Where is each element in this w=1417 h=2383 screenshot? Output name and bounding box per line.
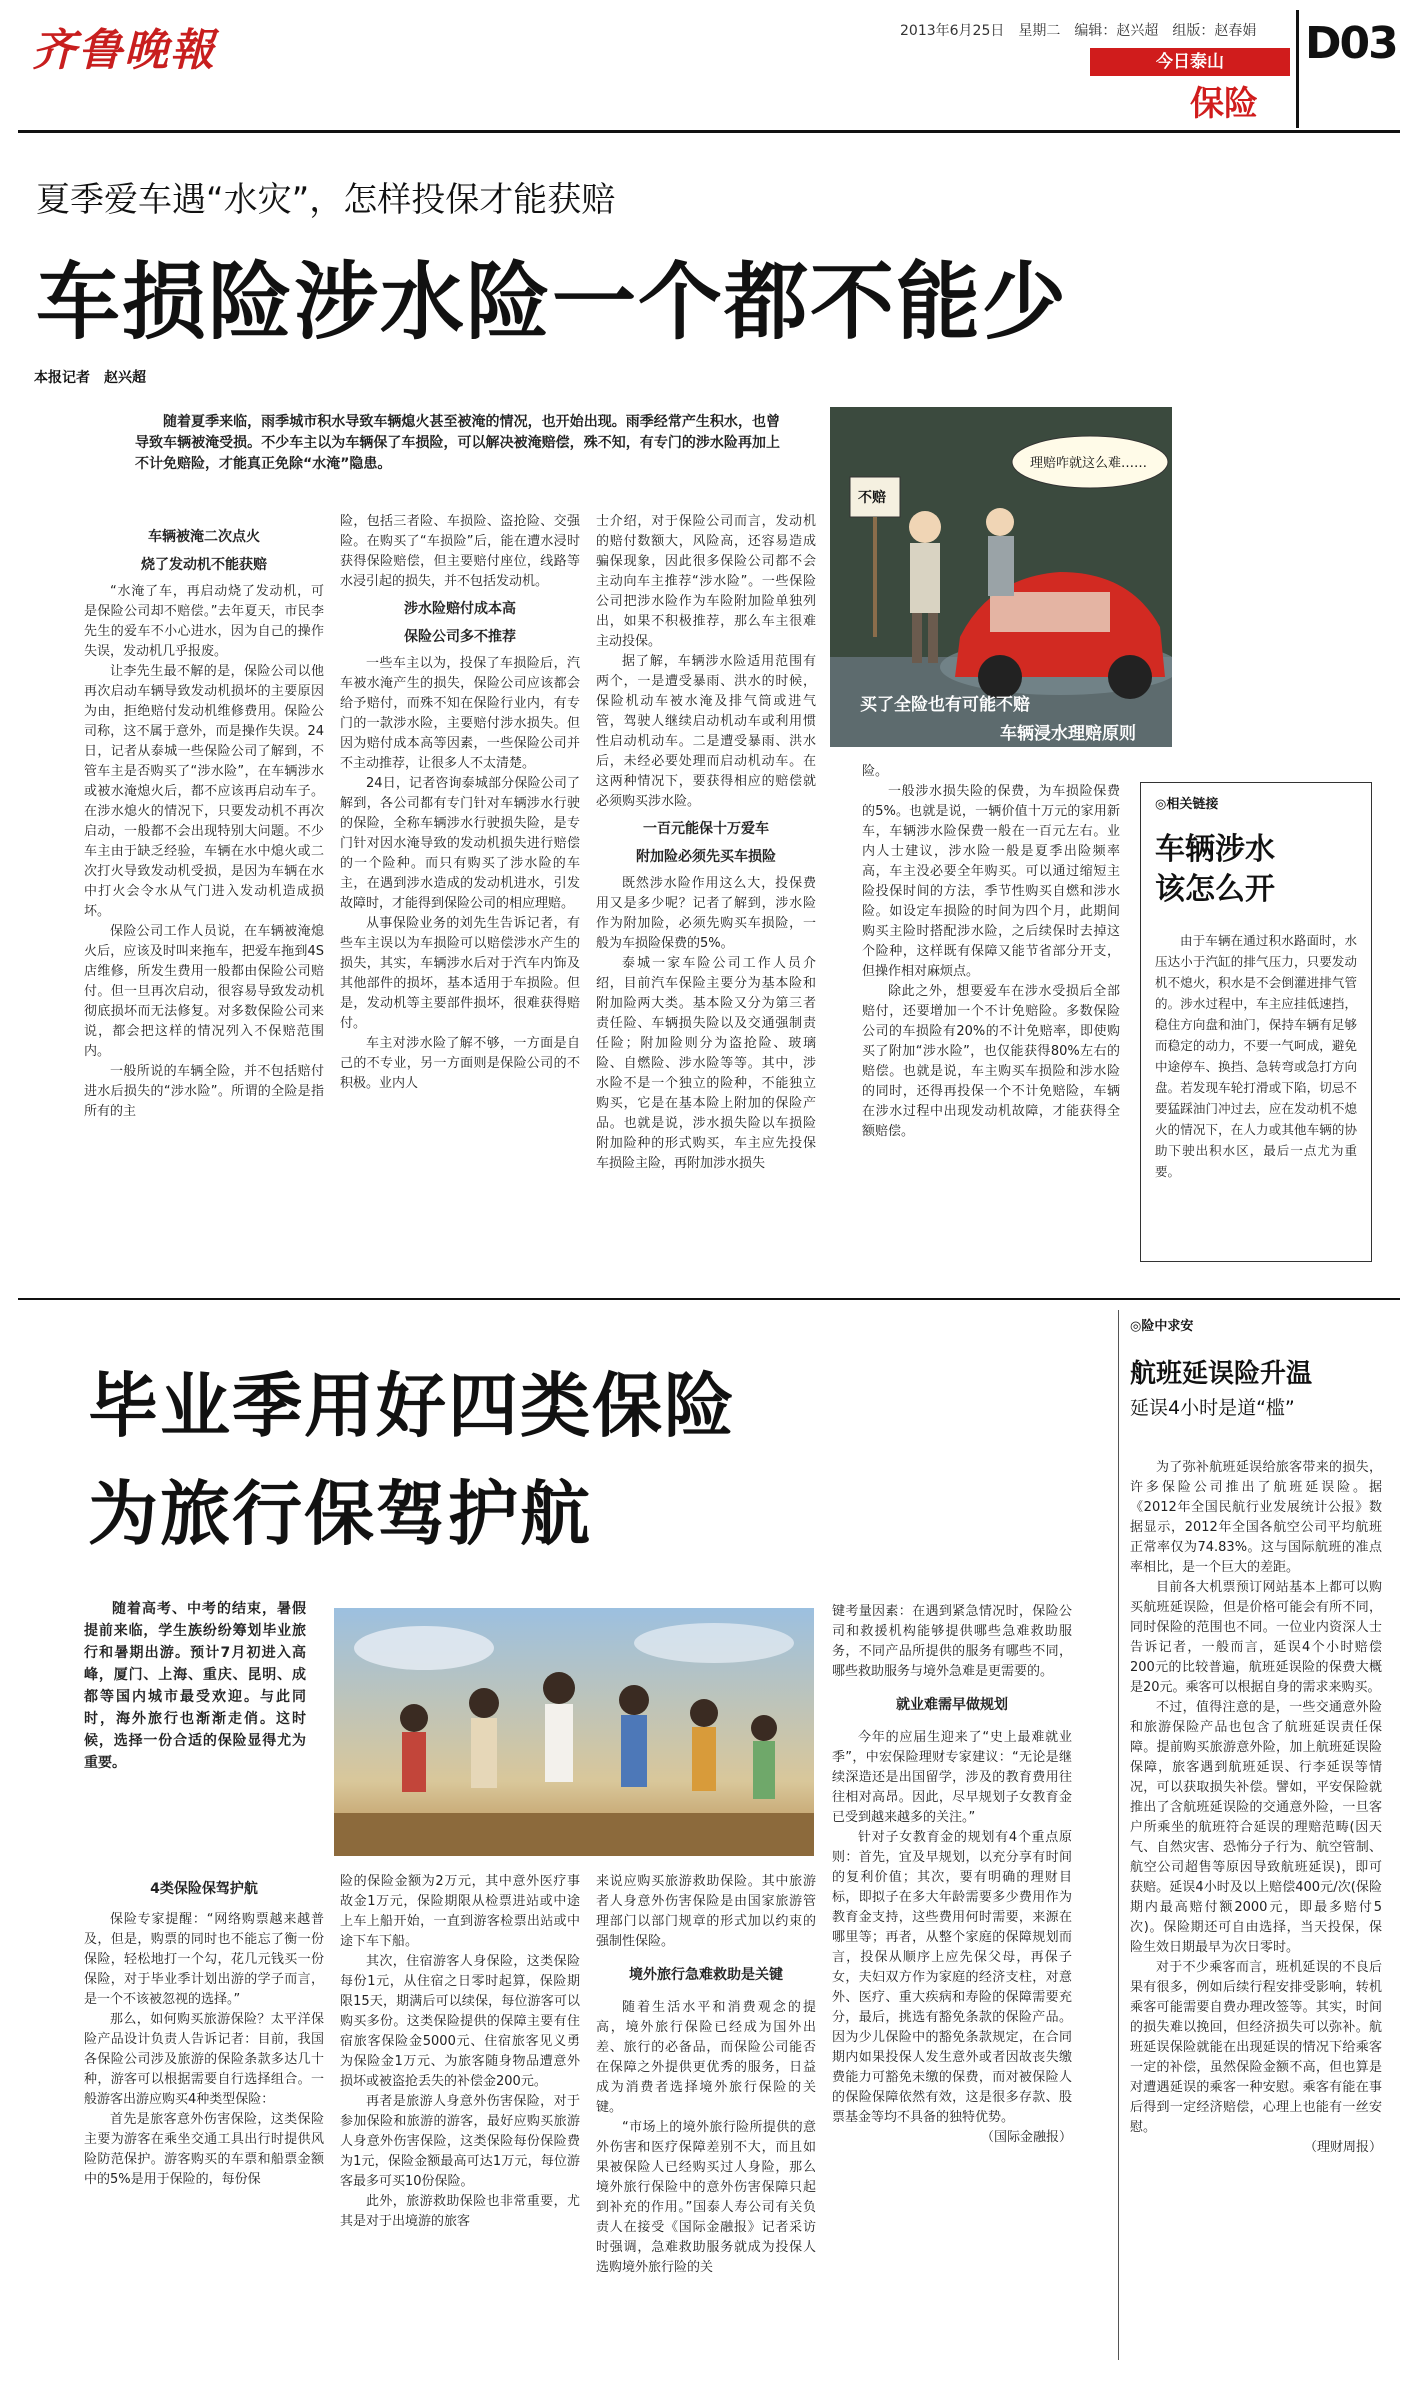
- masthead-divider: [1296, 10, 1299, 128]
- paragraph: 泰城一家车险公司工作人员介绍，目前汽车保险主要分为基本险和附加险两大类。基本险又分为第三者责任险、车辆损失险以及交通强制责任险；附加险则分为盗抢险、玻璃险、自燃险、涉水险等等。其中，涉水险不是一个独立的险种，不能独立购买，它是在基本险上附加的保险产品。也就是说，涉水损失险以车损险附加险种的形式购买，车主应先投保车损险主险，再附加涉水损失: [596, 956, 816, 1171]
- paragraph: 首先是旅客意外伤害保险，这类保险主要为游客在乘坐交通工具出行时提供风险防范保护。游客购买的车票和船票金额中的5%是用于保险的，每份保: [84, 2112, 324, 2187]
- sidebar-divider: [1118, 1310, 1119, 2360]
- paragraph: 险，包括三者险、车损险、盗抢险、交强险。在购买了“车损险”后，能在遭水浸时获得保险赔偿，但主要赔付座位，线路等水浸引起的损失，并不包括发动机。: [340, 514, 580, 589]
- article2-column-1: [84, 1872, 324, 2190]
- cartoon-sign-text: 不赔: [858, 490, 886, 506]
- article1-byline: 本报记者 赵兴超: [34, 370, 146, 386]
- photo-svg: [334, 1608, 814, 1856]
- article1-col3-subhead-2: 附加险必须先买车损险: [636, 849, 776, 865]
- newspaper-logo: 齐鲁晚報: [32, 25, 216, 76]
- article2-col1-subhead: 4类保险保驾护航: [150, 1881, 258, 1897]
- paragraph: 其次，住宿游客人身保险，这类保险每份1元，从住宿之日零时起算，保险期限15天，期满后可以续保，每位游客可以购买多份。这类保险提供的保障主要有住宿旅客保险金5000元、住宿旅客见义勇为保险金1万元、为旅客随身物品遭意外损坏或被盗抢丢失的补偿金200元。: [340, 1954, 580, 2089]
- article2-sidebar: [1130, 1315, 1382, 2158]
- page-number: D03: [1305, 18, 1397, 69]
- article1-col2-subhead-1: 涉水险赔付成本高: [404, 601, 516, 617]
- paragraph: 随着生活水平和消费观念的提高，境外旅行保险已经成为国外出差、旅行的必备品，而保险公司能否在保障之外提供更优秀的服务，日益成为消费者选择境外旅行保险的关键。: [596, 2000, 816, 2115]
- article2-headline-2: 为旅行保驾护航: [88, 1473, 592, 1555]
- paragraph: 据了解，车辆涉水险适用范围有两个，一是遭受暴雨、洪水的时候，保险机动车被水淹及排气筒或进气管，驾驶人继续启动机动车或利用惯性启动机动车。二是遭受暴雨、洪水后，未经必要处理而启动机动车。在这两种情况下，要获得相应的赔偿就必须购买涉水险。: [596, 654, 816, 809]
- masthead-bottom-rule: [18, 130, 1400, 133]
- article1-column-2: [340, 512, 580, 1094]
- paragraph: 一般涉水损失险的保费，为车损险保费的5%。也就是说，一辆价值十万元的家用新车，车辆涉水险保费一般在一百元左右。业内人士建议，涉水险一般是夏季出险频率高，车主没必要全年购买。可以通过缩短主险投保时间的方法，季节性购买自燃和涉水险。如设定车损险的时间为四个月，此期间购买主险时搭配涉水险，之后续保时去掉这个险种，这样既有保障又能节省部分开支，但操作相对麻烦点。: [862, 784, 1120, 979]
- cartoon-caption-2: 车辆浸水理赔原则: [1000, 724, 1136, 744]
- paragraph: 此外，旅游救助保险也非常重要，尤其是对于出境游的旅客: [340, 2194, 580, 2229]
- paragraph: 来说应购买旅游救助保险。其中旅游者人身意外伤害保险是由国家旅游管理部门以部门规章的形式加以约束的强制性保险。: [596, 1874, 816, 1949]
- article2-column-3: [596, 1872, 816, 2278]
- article2-column-4: [832, 1602, 1072, 2148]
- article1-col1-subhead-1: 车辆被淹二次点火: [148, 529, 260, 545]
- article2-col4-subhead: 就业难需早做规划: [896, 1697, 1008, 1713]
- paragraph: 一些车主以为，投保了车损险后，汽车被水淹产生的损失，保险公司应该都会给予赔付，而殊不知在保险行业内，有专门的一款涉水险，主要赔付涉水损失。但因为赔付成本高等因素，一些保险公司并不主动推荐，让很多人不太清楚。: [340, 656, 580, 771]
- article1-headline: 车损险涉水险一个都不能少: [36, 253, 1069, 351]
- sidebar-body: 由于车辆在通过积水路面时，水压达小于汽缸的排气压力，只要发动机不熄火，积水是不会倒灌进排气管的。涉水过程中，车主应挂低速挡，稳住方向盘和油门，保持车辆有足够而稳定的动力，不要一气呵成，避免中途停车、换挡、急转弯或急打方向盘。若发现车轮打滑或下陷，切忌不要猛踩油门冲过去，应在发动机不熄火的情况下，在人力或其他车辆的协助下驶出积水区，最后一点尤为重要。: [1155, 933, 1357, 1179]
- sidebar-tag: ◎相关链接: [1155, 797, 1219, 812]
- paragraph: 一般所说的车辆全险，并不包括赔付进水后损失的“涉水险”。所谓的全险是指所有的主: [84, 1064, 324, 1119]
- article1-col1-subhead-2: 烧了发动机不能获赔: [141, 557, 267, 573]
- paragraph: 目前各大机票预订网站基本上都可以购买航班延误险，但是价格可能会有所不同，同时保险的范围也不同。一位业内资深人士告诉记者，一般而言，延误4个小时赔偿200元的比较普遍，航班延误险的保费大概是20元。乘客可以根据自身的需求来购买。: [1130, 1580, 1382, 1695]
- paragraph: 除此之外，想要爱车在涉水受损后全部赔付，还要增加一个不计免赔险。多数保险公司的车损险有20%的不计免赔率，即使购买了附加“涉水险”，也仅能获得80%左右的赔偿。也就是说，车主购买车损险和涉水险的同时，还得再投保一个不计免赔险，车辆在涉水过程中出现发动机故障，才能获得全额赔偿。: [862, 984, 1120, 1139]
- masthead: [0, 0, 1417, 150]
- paragraph: 士介绍，对于保险公司而言，发动机的赔付数额大，风险高，还容易造成骗保现象，因此很多保险公司都不会主动向车主推荐“涉水险”。一些保险公司把涉水险作为车险附加险单独列出，如果不积极推荐，那么车主很难主动投保。: [596, 514, 816, 649]
- paragraph: 不过，值得注意的是，一些交通意外险和旅游保险产品也包含了航班延误责任保障。提前购买旅游意外险，加上航班延误险保障，旅客遇到航班延误、行李延误等情况，可以获取损失补偿。譬如，平安保险就推出了含航班延误险的交通意外险，一旦客户所乘坐的航班符合延误的理赔范畴(因天气、自然灾害、恐怖分子行为、航空管制、航空公司超售等原因导致航班延误)，即可获赔。延误4小时及以上赔偿400元/次(保险期内最高赔付额2000元，即最多赔付5次)。保险期还可自由选择，当天投保，保险生效日期最早为次日零时。: [1130, 1700, 1382, 1955]
- cartoon-caption-1: 买了全险也有可能不赔: [860, 695, 1030, 715]
- sidebar-tag: ◎险中求安: [1130, 1319, 1194, 1334]
- source-credit: （国际金融报）: [980, 2130, 1072, 2145]
- paragraph: 24日，记者咨询泰城部分保险公司了解到，各公司都有专门针对车辆涉水行驶的保险，全称车辆涉水行驶损失险，是专门针对因水淹导致的发动机损失进行赔偿的一个险种。而只有购买了涉水险的车主，在遇到涉水造成的发动机进水，引发故障时，才能得到保险公司的相应理赔。: [340, 776, 580, 911]
- article1-col2-subhead-2: 保险公司多不推荐: [404, 629, 516, 645]
- paragraph: 保险专家提醒：“网络购票越来越普及，但是，购票的同时也不能忘了衡一份保险，轻松地打一个勾，花几元钱买一份保险，对于毕业季计划出游的学子而言，是一个不该被忽视的选择。”: [84, 1912, 324, 2007]
- article2-lead: [84, 1598, 306, 1774]
- graduation-travel-photo: [334, 1608, 814, 1856]
- paragraph: 对于不少乘客而言，班机延误的不良后果有很多，例如后续行程安排受影响，转机乘客可能需要自费办理改签等。其实，时间的损失难以挽回，但经济损失可以弥补。航班延误保险就能在出现延误的情况下给乘客一定的补偿，虽然保险金额不高，但也算是对遭遇延误的乘客一种安慰。乘客有能在事后得到一定经济赔偿，心理上也能有一丝安慰。: [1130, 1960, 1382, 2135]
- article1-lead: [135, 412, 780, 475]
- paragraph: 险的保险金额为2万元，其中意外医疗事故金1万元，保险期限从检票进站或中途上车上船开始，一直到游客检票出站或中途下车下船。: [340, 1874, 580, 1949]
- sidebar-title: 航班延误险升温: [1130, 1359, 1313, 1389]
- section-tag: 今日泰山: [1090, 48, 1290, 76]
- sidebar-title-2: 该怎么开: [1155, 872, 1275, 907]
- paragraph: 既然涉水险作用这么大，投保费用又是多少呢？记者了解到，涉水险作为附加险，必须先购买车损险，一般为车损险保费的5%。: [596, 876, 816, 951]
- paragraph: 那么，如何购买旅游保险？太平洋保险产品设计负责人告诉记者：目前，我国各保险公司涉及旅游的保险条款多达几十种，游客可以根据需要自行选择组合。一般游客出游应购买4种类型保险：: [84, 2012, 324, 2107]
- section-divider: [18, 1298, 1400, 1300]
- paragraph: 保险公司工作人员说，在车辆被淹熄火后，应该及时叫来拖车，把爱车拖到4S店维修，所发生费用一般都由保险公司赔付。但一旦再次启动，很容易导致发动机彻底损坏而无法修复。对多数保险公司来说，都会把这样的情况列入不保赔范围内。: [84, 924, 324, 1059]
- paragraph: 车主对涉水险了解不够，一方面是自己的不专业，另一方面则是保险公司的不积极。业内人: [340, 1036, 580, 1091]
- paragraph: 再者是旅游人身意外伤害保险，对于参加保险和旅游的游客，最好应购买旅游人身意外伤害保险，这类保险每份保险费为1元，保险金额最高可达1万元，每位游客最多可买10份保险。: [340, 2094, 580, 2189]
- date-line: 2013年6月25日 星期二 编辑：赵兴超 组版：赵春娟: [900, 23, 1257, 39]
- article2-column-2: [340, 1872, 580, 2232]
- paragraph: 今年的应届生迎来了“史上最难就业季”，中宏保险理财专家建议：“无论是继续深造还是出国留学，涉及的教育费用往往相对高昂。因此，尽早规划子女教育金已受到越来越多的关注。”: [832, 1730, 1072, 1825]
- article2-col3-subhead: 境外旅行急难救助是关键: [629, 1967, 783, 1983]
- article1-column-4: [862, 762, 1120, 1142]
- paragraph: 让李先生最不解的是，保险公司以他再次启动车辆导致发动机损坏的主要原因为由，拒绝赔付发动机维修费用。保险公司称，这不属于意外，而是操作失误。24日，记者从泰城一些保险公司了解到，不管车主是否购买了“涉水险”，在车辆涉水或被水淹熄火后，都不应该再启动车子。在涉水熄火的情况下，只要发动机不再次启动，一般都不会出现特别大问题。不少车主由于缺乏经验，车辆在水中熄火或二次打火导致发动机受损，是因为车辆在水中打火会令水从气门进入发动机造成损坏。: [84, 664, 324, 919]
- article1-sidebar: [1140, 782, 1372, 1262]
- sidebar-subtitle: 延误4小时是道“槛”: [1130, 1397, 1295, 1419]
- cartoon-bubble-text: 理赔咋就这么难……: [1030, 456, 1148, 471]
- article1-col3-subhead-1: 一百元能保十万爱车: [643, 821, 769, 837]
- article2-lead-text: 随着高考、中考的结束，暑假提前来临，学生族纷纷筹划毕业旅行和暑期出游。预计7月初进入高峰，厦门、上海、重庆、昆明、成都等国内城市最受欢迎。与此同时，海外旅行也渐渐走俏。这时候，选择一份合适的保险显得尤为重要。: [84, 1601, 306, 1771]
- article2-headline-1: 毕业季用好四类保险: [88, 1365, 736, 1447]
- article1-kicker: 夏季爱车遇“水灾”，怎样投保才能获赔: [36, 180, 616, 220]
- paragraph: “水淹了车，再启动烧了发动机，可是保险公司却不赔偿。”去年夏天，市民李先生的爱车不小心进水，因为自己的操作失误，发动机几乎报废。: [84, 584, 324, 659]
- section-name: 保险: [1190, 84, 1258, 124]
- article1-lead-text: 随着夏季来临，雨季城市积水导致车辆熄火甚至被淹的情况，也开始出现。雨季经常产生积水，也曾导致车辆被淹受损。不少车主以为车辆保了车损险，可以解决被淹赔偿，殊不知，有专门的涉水险再加上不计免赔险，才能真正免除“水淹”隐患。: [135, 414, 780, 472]
- paragraph: 险。: [862, 764, 889, 779]
- paragraph: 为了弥补航班延误给旅客带来的损失，许多保险公司推出了航班延误险。据《2012年全国民航行业发展统计公报》数据显示，2012年全国各航空公司平均航班正常率仅为74.83%。这与国际航班的准点率相比，是一个巨大的差距。: [1130, 1460, 1382, 1575]
- sidebar-title-1: 车辆涉水: [1155, 832, 1275, 867]
- article1-column-1: [84, 520, 324, 1122]
- illustration-cartoon: [830, 407, 1172, 747]
- paragraph: “市场上的境外旅行险所提供的意外伤害和医疗保障差别不大，而且如果被保险人已经购买过人身险，那么境外旅行保险中的意外伤害保障只起到补充的作用。”国泰人寿公司有关负责人在接受《国际金融报》记者采访时强调，急难救助服务就成为投保人选购境外旅行险的关: [596, 2120, 816, 2275]
- paragraph: 键考量因素：在遇到紧急情况时，保险公司和救援机构能够提供哪些急难救助服务，不同产品所提供的服务有哪些不同，哪些救助服务与境外急难是更需要的。: [832, 1604, 1072, 1679]
- paragraph: 从事保险业务的刘先生告诉记者，有些车主误以为车损险可以赔偿涉水产生的损失，其实，车辆涉水后对于汽车内饰及其他部件的损坏，基本适用于车损险。但是，发动机等主要部件损坏，很难获得赔付。: [340, 916, 580, 1031]
- source-credit: （理财周报）: [1303, 2140, 1382, 2155]
- paragraph: 针对子女教育金的规划有4个重点原则：首先，宜及早规划，以充分享有时间的复利价值；其次，要有明确的理财目标，即拟子在多大年龄需要多少费用作为教育金支持，这些费用何时需要，来源在哪里等；再者，从整个家庭的保障规划而言，投保从顺序上应先保父母，再保子女，夫妇双方作为家庭的经济支柱，对意外、医疗、重大疾病和寿险的保障需要充分，最后，挑选有豁免条款的保险产品。因为少儿保险中的豁免条款规定，在合同期内如果投保人发生意外或者因故丧失缴费能力可豁免未缴的保费，而对被保险人的保险保障依然有效，这是很多存款、股票基金等均不具备的独特优势。: [832, 1830, 1072, 2125]
- article1-column-3: [596, 512, 816, 1174]
